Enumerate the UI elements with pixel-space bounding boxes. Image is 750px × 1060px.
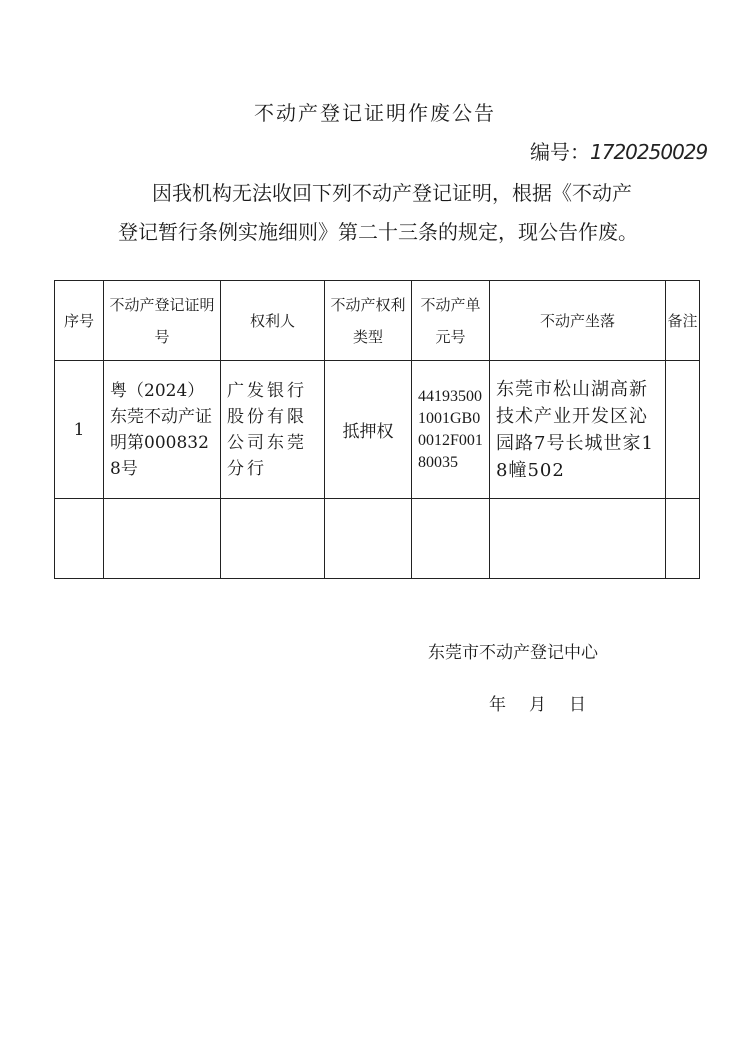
date-day: 日 — [569, 695, 586, 715]
date-month: 月 — [529, 695, 546, 715]
serial-number — [530, 136, 707, 165]
table-header-row — [55, 281, 700, 361]
header-cert-no: 不动产登记证明 号 — [104, 281, 221, 361]
notice-line-2: 登记暂行条例实施细则》第二十三条的规定，现公告作废。 — [118, 220, 638, 244]
table-row-empty — [55, 499, 700, 579]
cell-seq: 1 — [55, 361, 104, 499]
cell-remark — [666, 361, 700, 499]
header-seq: 序号 — [55, 281, 104, 361]
date-year: 年 — [489, 695, 506, 715]
cell-empty — [221, 499, 325, 579]
cell-unit-no: 441935001001GB00012F00180035 — [412, 361, 490, 499]
notice-line-1: 因我机构无法收回下列不动产登记证明，根据《不动产 — [152, 181, 632, 205]
issuing-authority: 东莞市不动产登记中心 — [428, 643, 598, 663]
header-location: 不动产坐落 — [490, 281, 666, 361]
cell-cert-no: 粤（2024）东莞不动产证明第0008328号 — [104, 361, 221, 499]
header-right-type: 不动产权利 类型 — [325, 281, 412, 361]
header-holder: 权利人 — [221, 281, 325, 361]
table-row — [55, 361, 700, 499]
issue-date — [489, 690, 609, 715]
records-table — [54, 280, 700, 579]
cell-empty — [104, 499, 221, 579]
cell-empty — [666, 499, 700, 579]
cell-right-type: 抵押权 — [325, 361, 412, 499]
cell-location: 东莞市松山湖高新技术产业开发区沁园路7号长城世家18幢502 — [490, 361, 666, 499]
header-remark: 备注 — [666, 281, 700, 361]
serial-label: 编号： — [530, 140, 590, 164]
page-title: 不动产登记证明作废公告 — [254, 101, 496, 125]
header-unit-no: 不动产单 元号 — [412, 281, 490, 361]
serial-handwritten: 1720250029 — [590, 140, 708, 164]
cell-empty — [412, 499, 490, 579]
cell-holder: 广发银行股份有限公司东莞分行 — [221, 361, 325, 499]
cell-empty — [325, 499, 412, 579]
cell-empty — [490, 499, 666, 579]
cell-empty — [55, 499, 104, 579]
